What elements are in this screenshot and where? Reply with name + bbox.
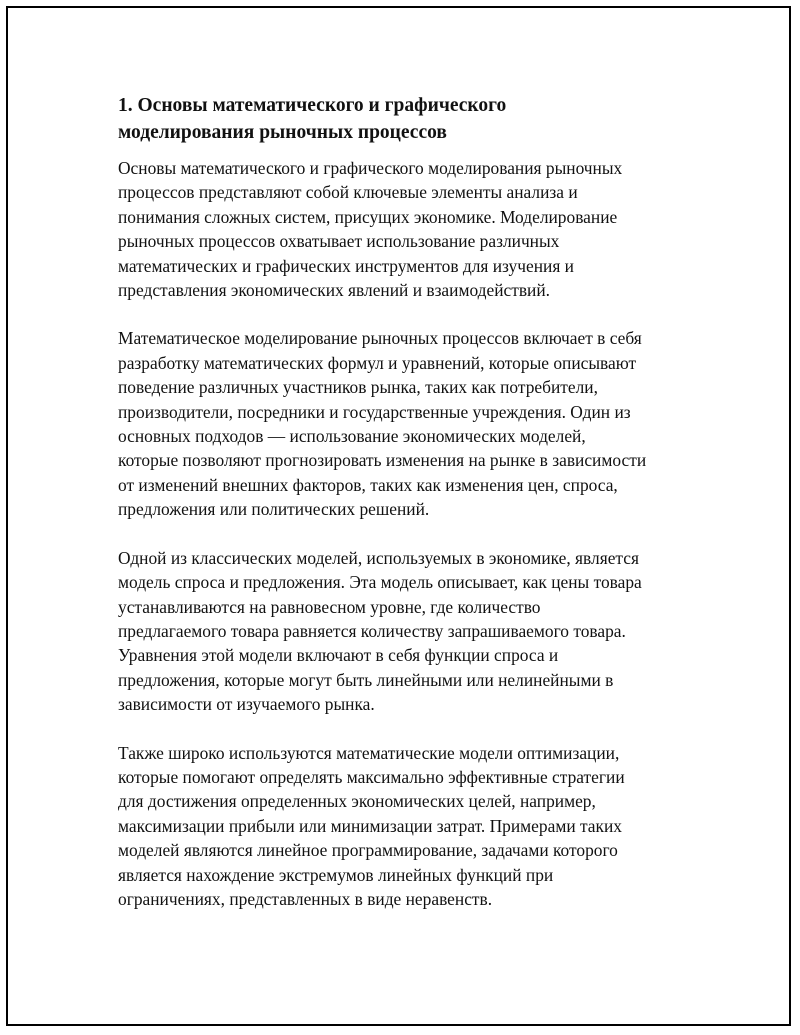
document-body — [118, 92, 718, 935]
text-line: Математическое моделирование рыночных процессов включает в себя — [118, 328, 642, 349]
text-line: Одной из классических моделей, используемых в экономике, является — [118, 547, 639, 568]
text-line: которые позволяют прогнозировать изменения на рынке в зависимости — [118, 450, 647, 471]
text-line: Основы математического и графического моделирования рыночных — [118, 158, 623, 178]
text-line: рыночных процессов охватывает использование различных — [118, 231, 560, 252]
text-line: которые помогают определять максимально эффективные стратегии — [118, 766, 625, 787]
text-line: предложения, которые могут быть линейными или нелинейными в — [118, 669, 614, 690]
text-line: зависимости от изучаемого рынка. — [118, 694, 375, 715]
text-line: производители, посредники и государственные учреждения. Один из — [118, 401, 631, 422]
text-line: устанавливаются на равновесном уровне, где количество — [118, 596, 541, 617]
text-line: представления экономических явлений и взаимодействий. — [118, 280, 551, 301]
text-line: математических и графических инструментов для изучения и — [118, 255, 574, 276]
paragraph-supply-demand — [118, 546, 718, 717]
text-line: Также широко используются математические модели оптимизации, — [118, 742, 620, 763]
paragraph-optimization — [118, 741, 718, 912]
text-line: максимизации прибыли или минимизации затрат. Примерами таких — [118, 815, 622, 836]
text-line: понимания сложных систем, присущих экономике. Моделирование — [118, 206, 618, 227]
section-heading — [118, 92, 718, 146]
text-line: ограничениях, представленных в виде неравенств. — [118, 888, 493, 909]
text-line: является нахождение экстремумов линейных функций при — [118, 864, 554, 885]
paragraph-mathematical-modeling — [118, 326, 718, 521]
text-line: от изменений внешних факторов, таких как изменения цен, спроса, — [118, 474, 618, 495]
text-line: поведение различных участников рынка, таких как потребители, — [118, 377, 598, 398]
text-line: модель спроса и предложения. Эта модель описывает, как цены товара — [118, 572, 642, 593]
heading-line: моделирования рыночных процессов — [118, 122, 447, 143]
text-line: Уравнения этой модели включают в себя функции спроса и — [118, 645, 559, 666]
text-line: моделей являются линейное программирование, задачами которого — [118, 840, 618, 861]
text-line: предложения или политических решений. — [118, 499, 430, 520]
heading-line: 1. Основы математического и графического — [118, 95, 507, 116]
text-line: для достижения определенных экономических целей, например, — [118, 791, 596, 812]
text-line: предлагаемого товара равняется количеству запрашиваемого товара. — [118, 620, 626, 641]
text-line: основных подходов — использование экономических моделей, — [118, 426, 586, 447]
paragraph-intro — [118, 156, 718, 302]
text-line: процессов представляют собой ключевые элементы анализа и — [118, 182, 578, 203]
text-line: разработку математических формул и уравнений, которые описывают — [118, 352, 637, 373]
